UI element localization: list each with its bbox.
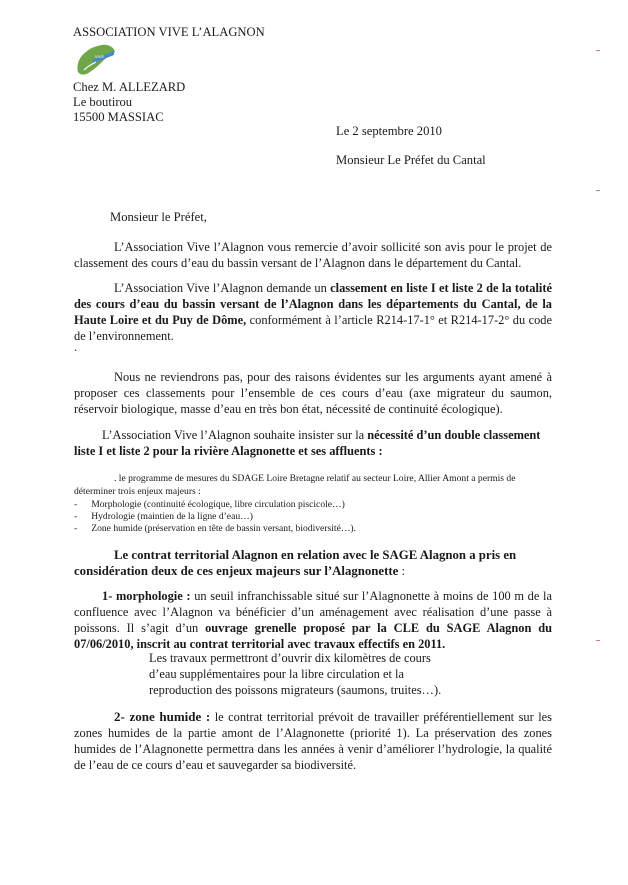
item-zone-humide	[74, 709, 552, 773]
paragraph-4-intro: L’Association Vive l’Alagnon souhaite insister sur la	[102, 428, 368, 442]
salutation: Monsieur le Préfet,	[110, 210, 207, 224]
paragraph-4	[74, 427, 552, 459]
paragraph-2-bold: classement en liste I et liste 2 de la totalité des cours d’eau du bassin versant de l’Alagnon dans les départements du Cantal, de la Haute Loire et du Puy de Dôme,	[74, 281, 552, 327]
bullet-text: Hydrologie (maintien de la ligne d’eau…)	[91, 511, 253, 522]
contract-paragraph	[74, 547, 552, 579]
item-1-title: 1- morphologie :	[102, 589, 191, 603]
letter-date: Le 2 septembre 2010	[336, 124, 442, 138]
contract-tail: :	[398, 564, 406, 578]
bullet-dash: -	[74, 523, 78, 534]
paragraph-2-intro: L’Association Vive l’Alagnon demande un	[114, 281, 331, 295]
bullet-text: Morphologie (continuité écologique, libre circulation piscicole…)	[91, 499, 345, 510]
sender-city: 15500 MASSIAC	[73, 110, 164, 124]
sender-street: Le boutirou	[73, 95, 133, 109]
margin-mark	[596, 190, 600, 191]
item-1-text: un seuil infranchissable situé sur l’Alagnonette à moins de 100 m de la confluence avec l’Alagnon va bénéficier d’un aménagement avec réalisation d’une passe à poissons. Il s’agit d’un	[74, 589, 552, 635]
margin-mark	[596, 640, 600, 641]
bullet-zone-humide	[74, 522, 356, 535]
paragraph-3	[74, 369, 552, 417]
bullet-dash: -	[74, 511, 78, 522]
paragraph-1	[74, 239, 552, 271]
stray-dot: .	[74, 340, 78, 354]
item-2-text: le contrat territorial prévoit de travailler préférentiellement sur les zones humides de la partie amont de l’Alagnonette (priorité 1). La préservation des zones humides de l’Alagnonette permettra dans les années à venir d’améliorer l’hydrologie, la qualité de l’eau de ce cours d’eau et sauvegarder sa biodiversité.	[74, 710, 552, 772]
sdage-intro-text: . le programme de mesures du SDAGE Loire Bretagne relatif au secteur Loire, Allier Amont a permis de déterminer trois enjeux majeurs :	[74, 473, 516, 497]
item-1-detail: Les travaux permettront d’ouvrir dix kilomètres de cours d’eau supplémentaires pour la libre circulation et la reproduction des poissons migrateurs (saumons, truites…).	[149, 651, 442, 697]
margin-mark	[596, 50, 600, 51]
bullet-dash: -	[74, 499, 78, 510]
sender-name: Chez M. ALLEZARD	[73, 80, 186, 94]
paragraph-2	[74, 280, 552, 344]
recipient: Monsieur Le Préfet du Cantal	[336, 153, 486, 167]
item-morphologie	[74, 588, 552, 652]
association-logo	[74, 42, 118, 78]
sdage-intro	[74, 472, 550, 498]
paragraph-4-bold: nécessité d’un double classement liste I et liste 2 pour la rivière Alagnonette et ses affluents :	[74, 428, 541, 458]
paragraph-3-text: Nous ne reviendrons pas, pour des raisons évidentes sur les arguments ayant amené à proposer ces classements pour l’ensemble de ces cours d’eau (axe migrateur du saumon, réservoir biologique, masse d’eau en très bon état, nécessité de continuité écologique).	[74, 370, 552, 416]
item-1-bold: ouvrage grenelle proposé par la CLE du SAGE Alagnon du 07/06/2010, inscrit au contrat territorial avec travaux effectifs en 2011.	[74, 621, 552, 651]
item-2-title: 2- zone humide :	[114, 709, 211, 724]
paragraph-2-tail: conformément à l’article R214-17-1° et R214-17-2° du code de l’environnement.	[74, 313, 552, 343]
paragraph-1-text: L’Association Vive l’Alagnon vous remercie d’avoir sollicité son avis pour le projet de classement des cours d’eau du bassin versant de l’Alagnon dans le département du Cantal.	[74, 240, 552, 270]
bullet-text: Zone humide (préservation en tête de bassin versant, biodiversité…).	[91, 523, 357, 534]
svg-text:VIVE: VIVE	[95, 54, 105, 59]
association-name: ASSOCIATION VIVE L’ALAGNON	[73, 25, 265, 39]
contract-bold: Le contrat territorial Alagnon en relation avec le SAGE Alagnon a pris en considération deux de ces enjeux majeurs sur l’Alagnonette	[74, 548, 517, 578]
